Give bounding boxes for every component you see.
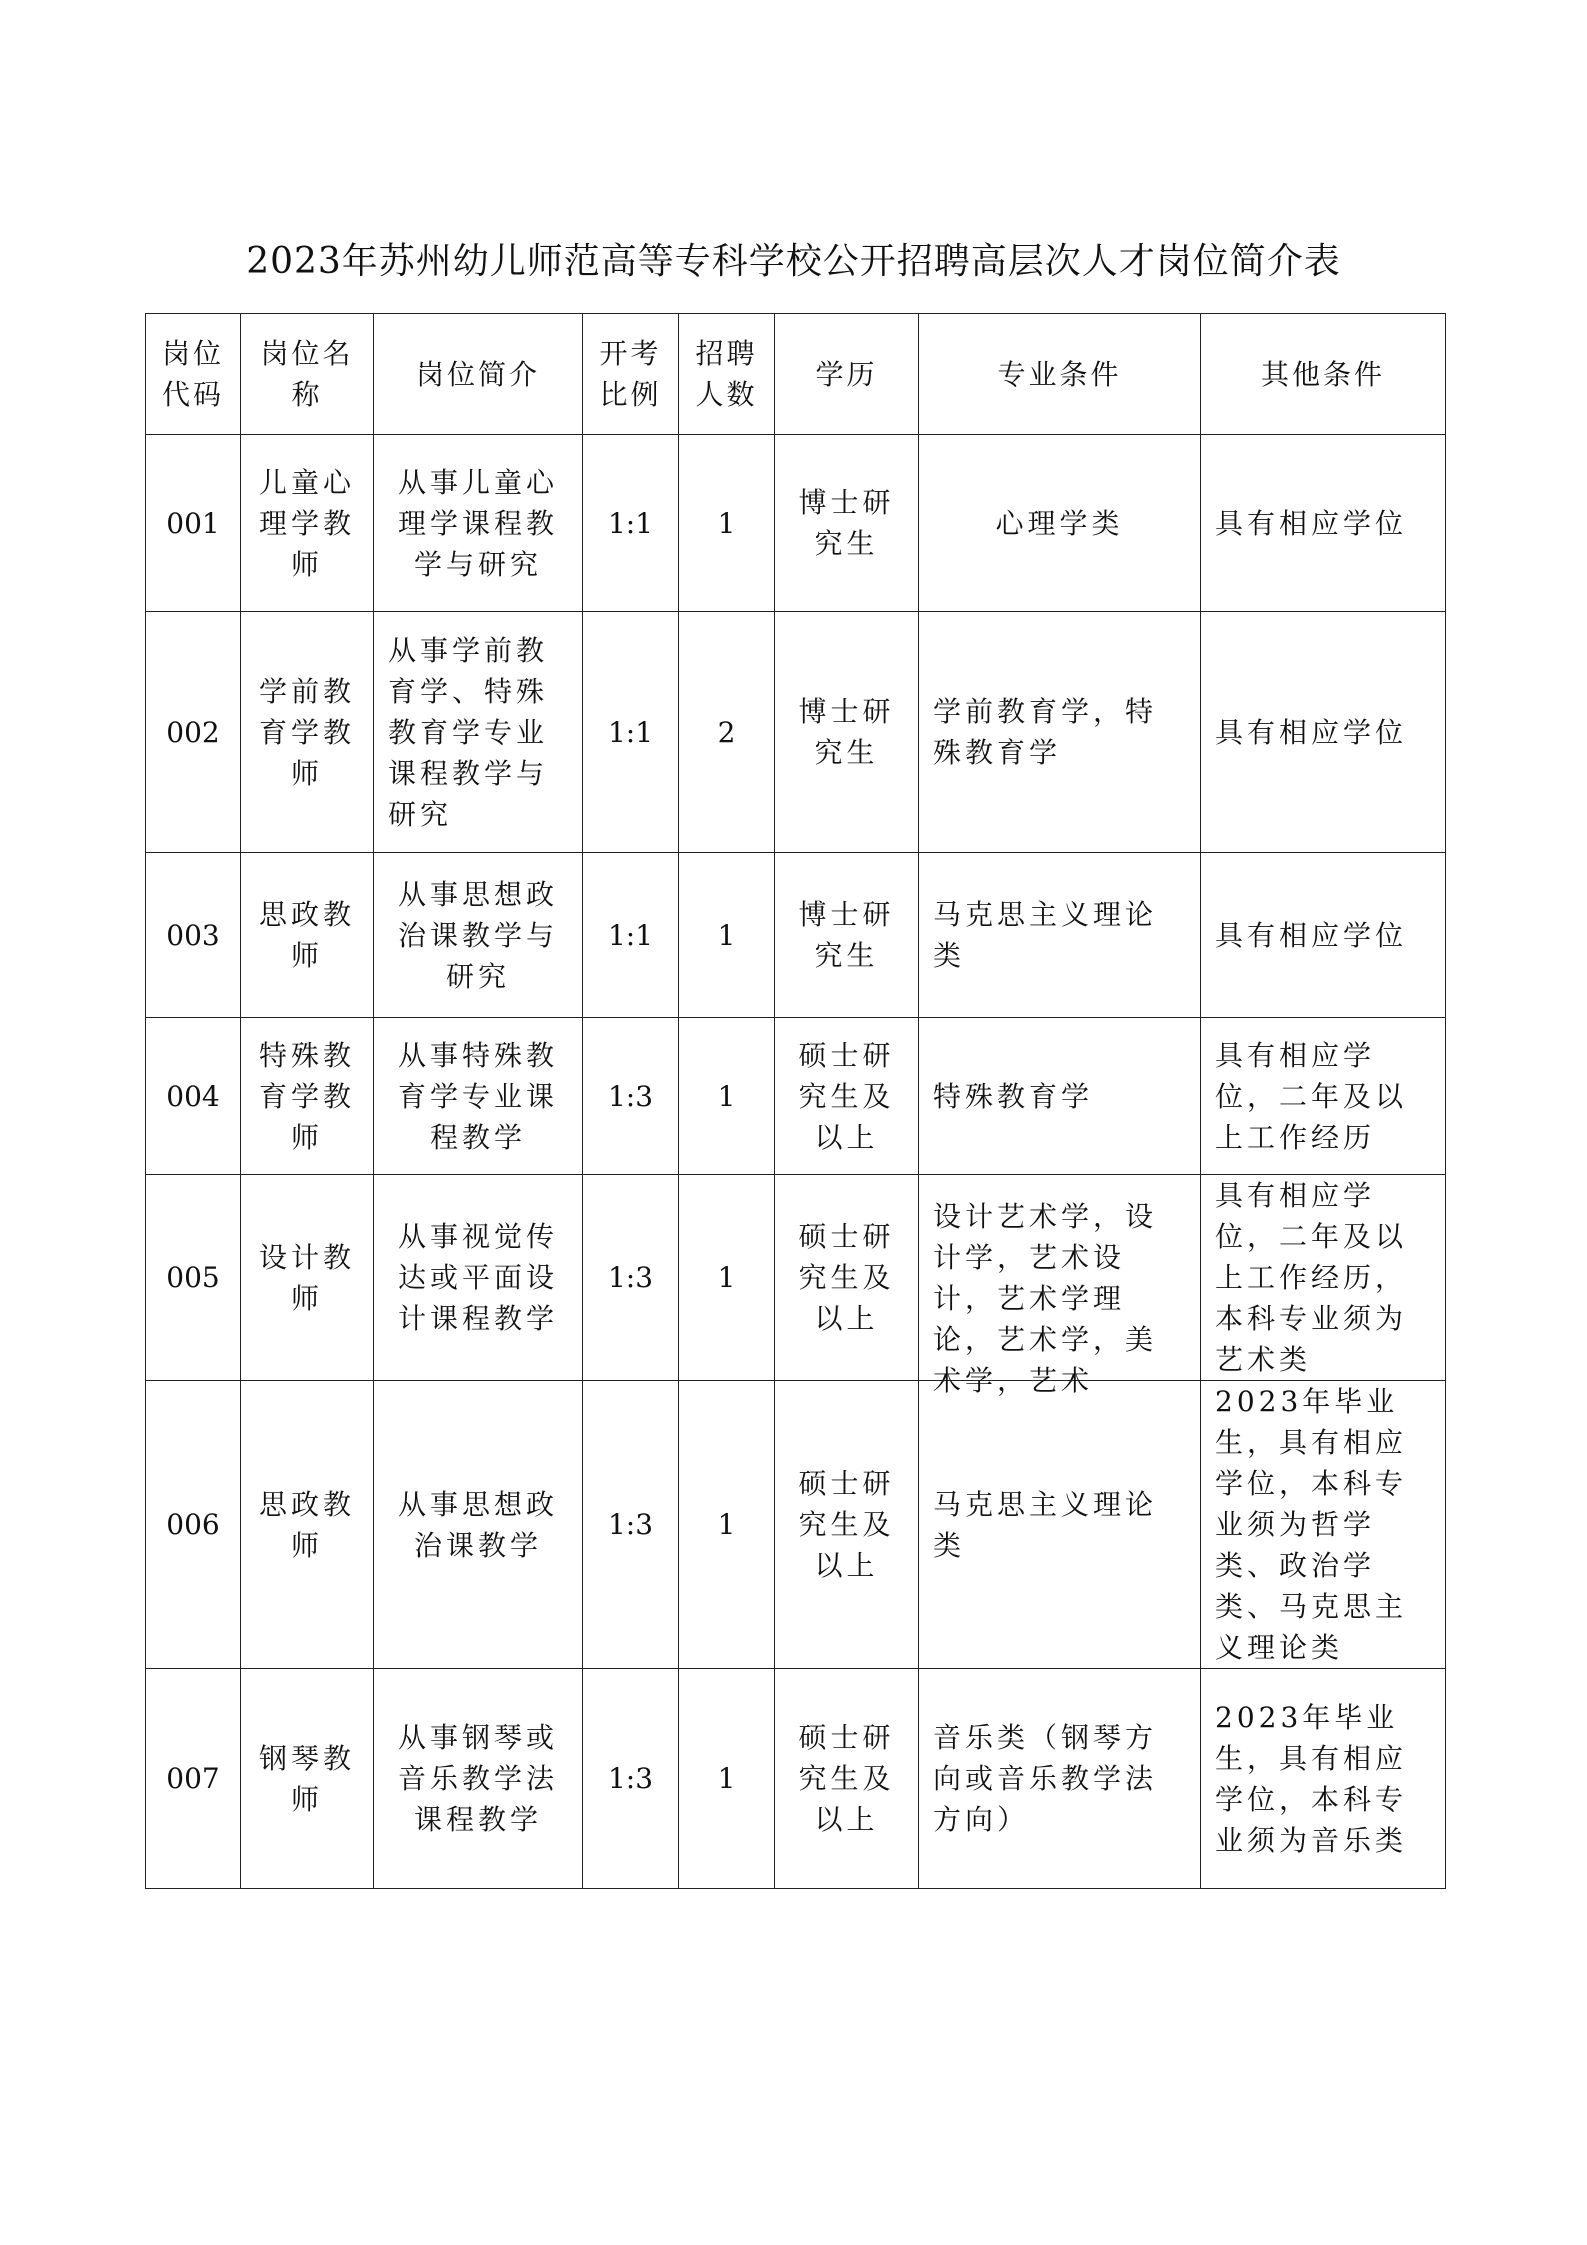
cell-code: 004 — [146, 1018, 241, 1175]
cell-edu: 博士研究生 — [775, 435, 919, 612]
cell-name: 思政教师 — [241, 853, 374, 1018]
cell-code: 005 — [146, 1175, 241, 1381]
cell-major: 马克思主义理论类 — [919, 1381, 1201, 1669]
cell-other: 具有相应学位 — [1201, 853, 1446, 1018]
cell-edu: 硕士研究生及以上 — [775, 1669, 919, 1889]
cell-ratio: 1:1 — [583, 435, 679, 612]
cell-name: 儿童心理学教师 — [241, 435, 374, 612]
cell-count: 1 — [679, 1175, 775, 1381]
cell-other: 具有相应学位 — [1201, 435, 1446, 612]
cell-desc: 从事特殊教育学专业课程教学 — [374, 1018, 583, 1175]
cell-edu: 博士研究生 — [775, 853, 919, 1018]
cell-edu: 硕士研究生及以上 — [775, 1175, 919, 1381]
cell-ratio: 1:3 — [583, 1381, 679, 1669]
cell-ratio: 1:3 — [583, 1669, 679, 1889]
table-row — [146, 1018, 1446, 1175]
cell-count: 2 — [679, 612, 775, 853]
cell-major: 特殊教育学 — [919, 1018, 1201, 1175]
cell-count: 1 — [679, 1381, 775, 1669]
cell-desc: 从事儿童心理学课程教学与研究 — [374, 435, 583, 612]
cell-major: 学前教育学，特殊教育学 — [919, 612, 1201, 853]
cell-other: 2023年毕业生，具有相应学位，本科专业须为音乐类 — [1201, 1669, 1446, 1889]
cell-other: 2023年毕业生，具有相应学位，本科专业须为哲学类、政治学类、马克思主义理论类 — [1201, 1381, 1446, 1669]
cell-edu: 硕士研究生及以上 — [775, 1018, 919, 1175]
table-row — [146, 435, 1446, 612]
table-row — [146, 1175, 1446, 1381]
cell-other: 具有相应学位 — [1201, 612, 1446, 853]
cell-name: 思政教师 — [241, 1381, 374, 1669]
cell-ratio: 1:3 — [583, 1018, 679, 1175]
cell-count: 1 — [679, 1018, 775, 1175]
cell-name: 钢琴教师 — [241, 1669, 374, 1889]
table-row — [146, 1381, 1446, 1669]
cell-count: 1 — [679, 1669, 775, 1889]
table-row — [146, 612, 1446, 853]
cell-edu: 硕士研究生及以上 — [775, 1381, 919, 1669]
cell-code: 006 — [146, 1381, 241, 1669]
cell-name: 特殊教育学教师 — [241, 1018, 374, 1175]
header-desc: 岗位简介 — [374, 314, 583, 435]
header-count: 招聘人数 — [679, 314, 775, 435]
cell-other: 具有相应学位，二年及以上工作经历 — [1201, 1018, 1446, 1175]
cell-code: 001 — [146, 435, 241, 612]
cell-other: 具有相应学位，二年及以上工作经历，本科专业须为艺术类 — [1201, 1175, 1446, 1381]
header-other: 其他条件 — [1201, 314, 1446, 435]
cell-count: 1 — [679, 435, 775, 612]
header-row — [146, 314, 1446, 435]
page-title: 2023年苏州幼儿师范高等专科学校公开招聘高层次人才岗位简介表 — [246, 241, 1341, 282]
positions-table — [145, 313, 1446, 1889]
cell-desc: 从事思想政治课教学与研究 — [374, 853, 583, 1018]
cell-code: 003 — [146, 853, 241, 1018]
header-edu: 学历 — [775, 314, 919, 435]
cell-ratio: 1:1 — [583, 612, 679, 853]
header-code: 岗位代码 — [146, 314, 241, 435]
major-text: 设计艺术学，设计学，艺术设计，艺术学理论，艺术学，美术学，艺术 — [933, 1199, 1158, 1397]
table-row — [146, 853, 1446, 1018]
table-row — [146, 1669, 1446, 1889]
cell-desc: 从事钢琴或音乐教学法课程教学 — [374, 1669, 583, 1889]
cell-major: 马克思主义理论类 — [919, 853, 1201, 1018]
cell-desc: 从事视觉传达或平面设计课程教学 — [374, 1175, 583, 1381]
cell-major — [919, 1175, 1201, 1397]
cell-ratio: 1:1 — [583, 853, 679, 1018]
header-ratio: 开考比例 — [583, 314, 679, 435]
cell-code: 007 — [146, 1669, 241, 1889]
cell-name: 设计教师 — [241, 1175, 374, 1381]
cell-desc: 从事学前教育学、特殊教育学专业课程教学与研究 — [374, 612, 583, 853]
cell-edu: 博士研究生 — [775, 612, 919, 853]
header-major: 专业条件 — [919, 314, 1201, 435]
header-name: 岗位名称 — [241, 314, 374, 435]
cell-major: 心理学类 — [919, 435, 1201, 612]
cell-desc: 从事思想政治课教学 — [374, 1381, 583, 1669]
cell-major: 音乐类（钢琴方向或音乐教学法方向） — [919, 1669, 1201, 1889]
cell-ratio: 1:3 — [583, 1175, 679, 1381]
cell-name: 学前教育学教师 — [241, 612, 374, 853]
cell-count: 1 — [679, 853, 775, 1018]
cell-code: 002 — [146, 612, 241, 853]
